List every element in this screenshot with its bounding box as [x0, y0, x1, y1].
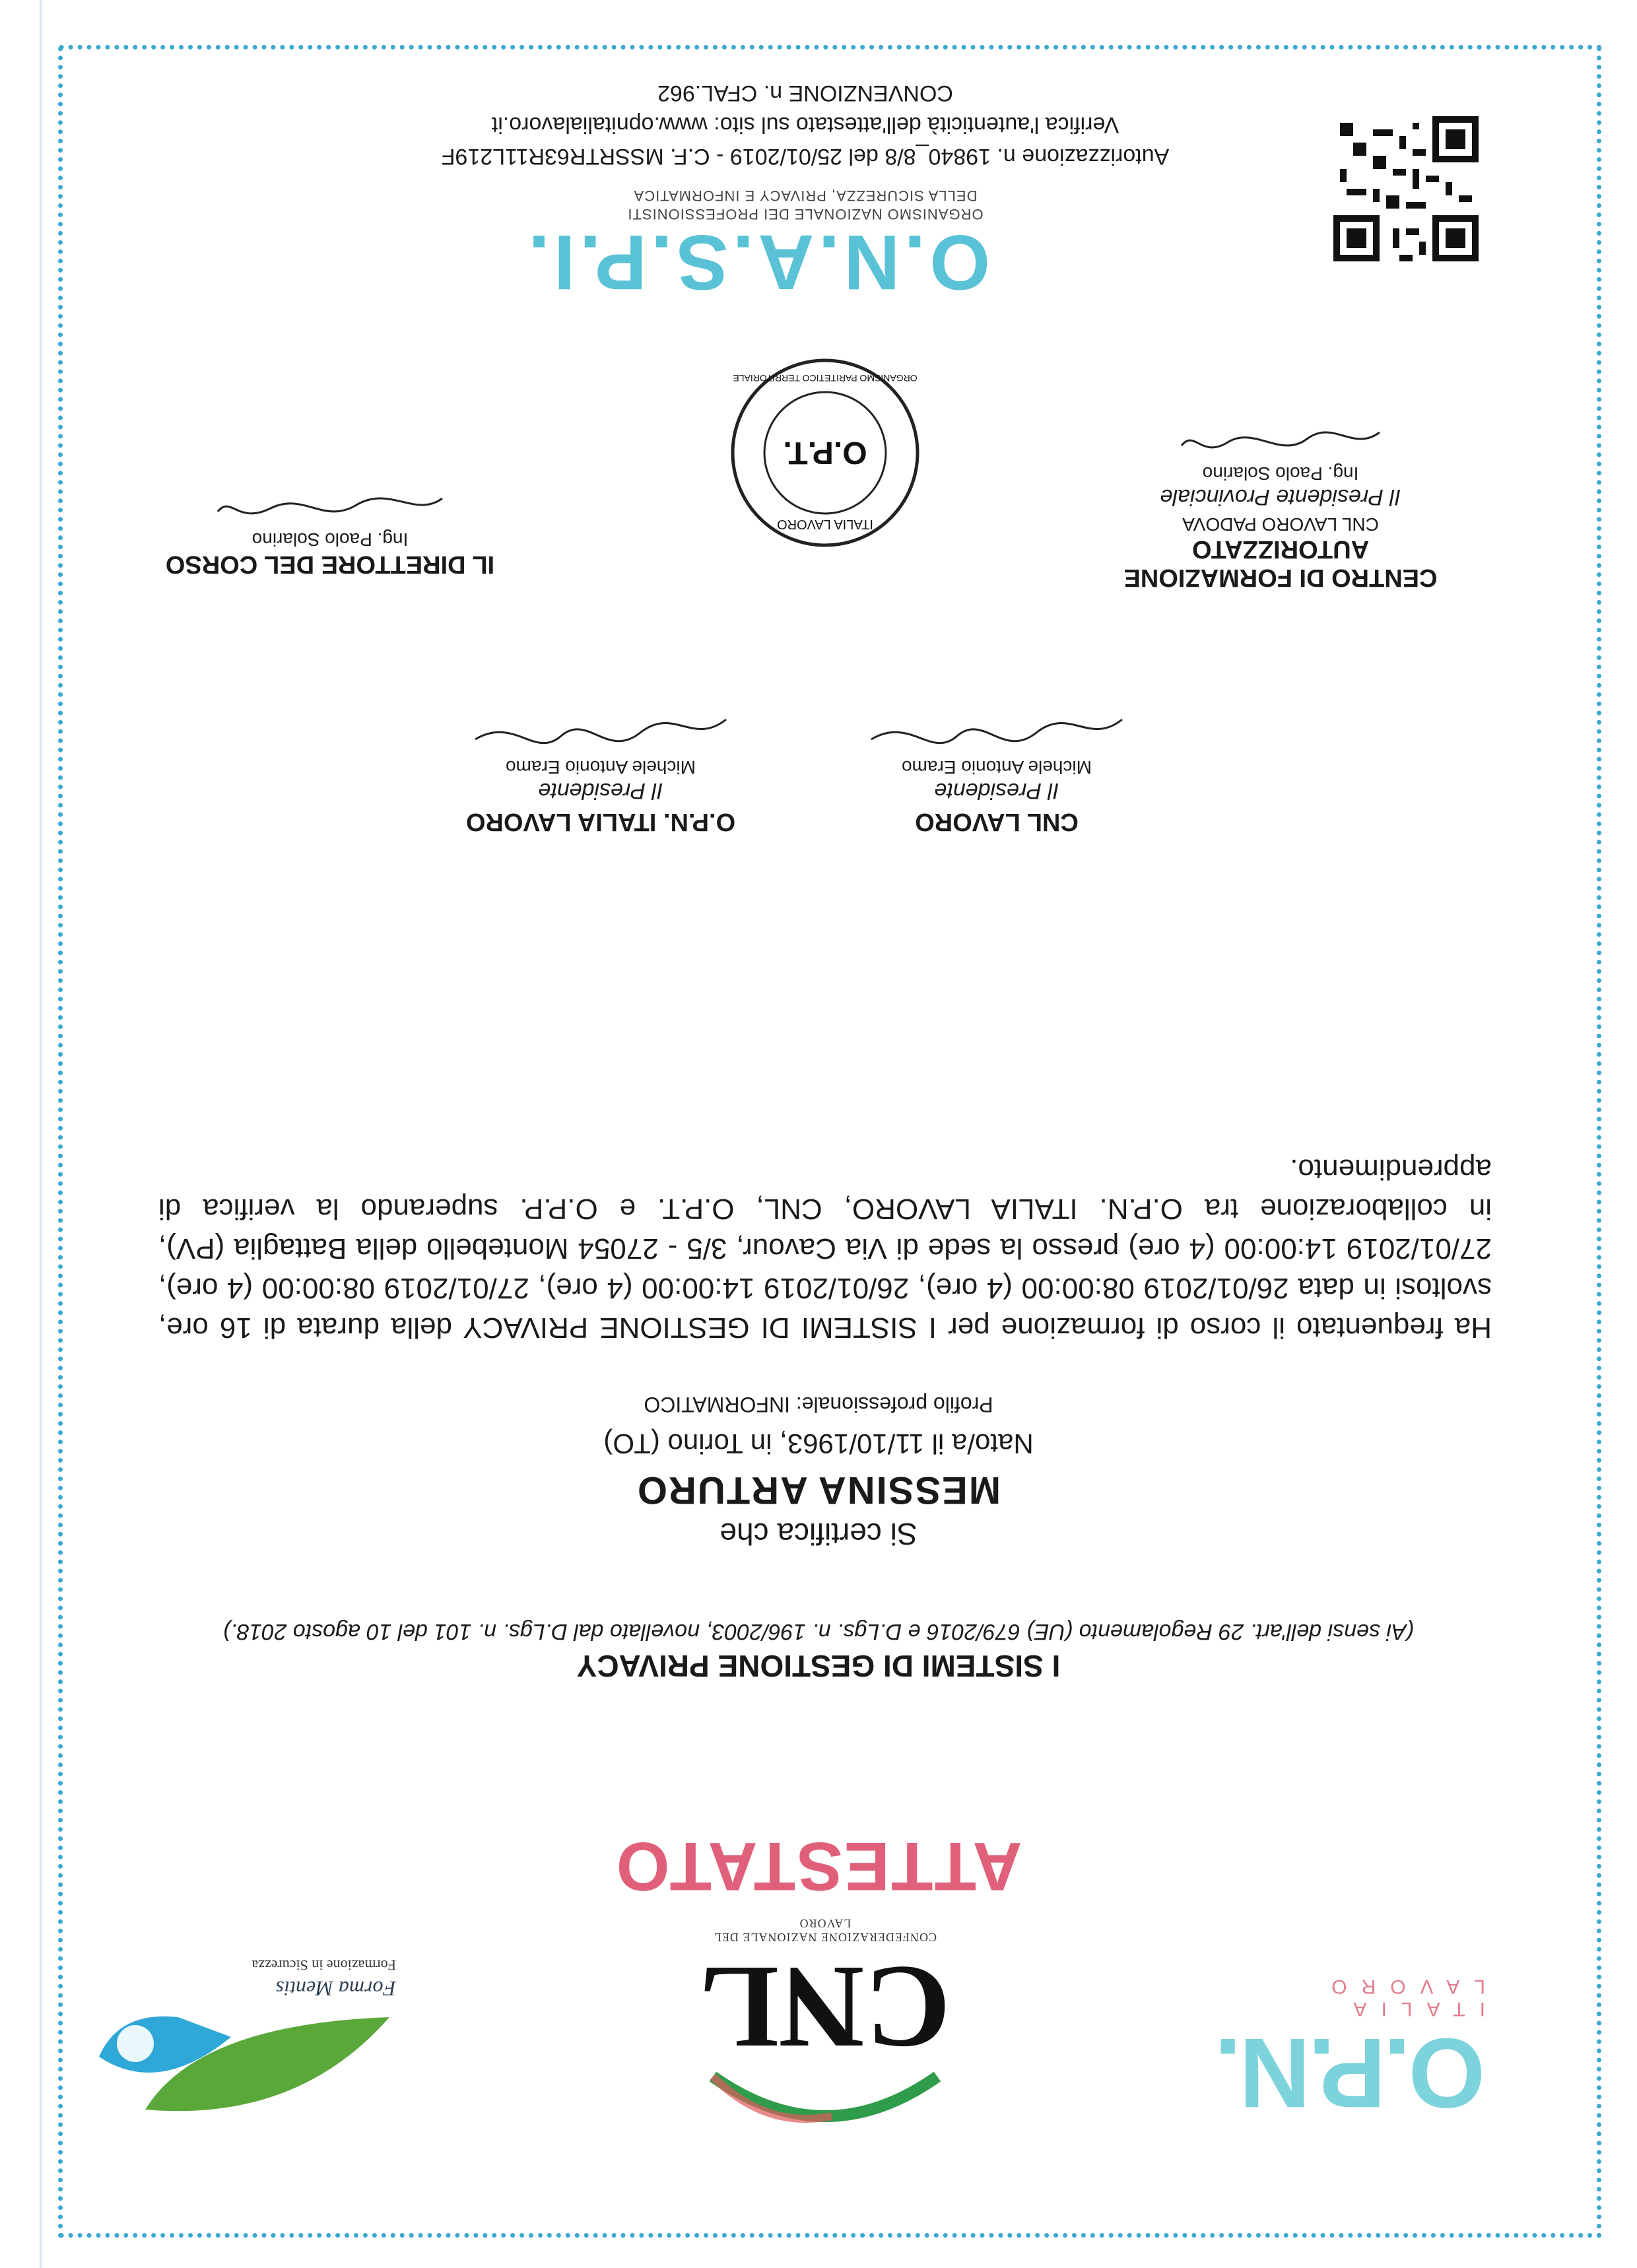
participant-birth: Nato/a il 11/10/1963, in Torino (TO): [603, 1428, 1034, 1459]
signature-role: Il Presidente: [538, 778, 663, 803]
certifies-text: Si certifica che: [719, 1517, 918, 1551]
signature-name: Ing. Paolo Solarino: [251, 529, 409, 550]
qr-code-icon[interactable]: [1333, 116, 1479, 261]
convention-line: CONVENZIONE n. CFAL.962: [657, 81, 953, 106]
signature-role: Il Presidente Provinciale: [1160, 484, 1401, 510]
signature-org: CNL LAVORO: [915, 808, 1079, 836]
onaspi-sub1: ORGANISMO NAZIONALE DEI PROFESSIONISTI: [627, 206, 984, 222]
participant-profile: Profilo professionale: INFORMATICO: [644, 1393, 993, 1417]
cnl-logo: [686, 1917, 964, 2143]
onaspi-letters: O.N.A.S.P.I.: [524, 218, 990, 306]
forma-mentis-logo: [92, 1945, 396, 2136]
handwritten-signature: [865, 700, 1129, 752]
signature-cnl: [812, 694, 1182, 836]
onaspi-sub2: DELLA SICUREZZA, PRIVACY E INFORMATICA: [633, 187, 978, 204]
participant-name: MESSINA ARTURO: [636, 1469, 1001, 1512]
authorization-line: Autorizzazione n. 19840_8/8 del 25/01/2019 - C.F. MSSRTR63R11L219F: [441, 144, 1170, 169]
leaf-icon: [92, 2004, 396, 2136]
forma-mentis-name: Forma Mentis: [275, 1977, 396, 2001]
verification-line: Verifica l'autenticità dell'attestato sul sito: www.opnitalialavoro.it: [491, 112, 1119, 137]
cnl-logo-tagline: CONFEDERAZIONE NAZIONALE DEL LAVORO: [714, 1917, 937, 1944]
opn-logo-tagline: ITALIA LAVORO: [1317, 1976, 1485, 2020]
signature-org: IL DIRETTORE DEL CORSO: [165, 550, 495, 578]
stamp-ring-bottom: ORGANISMO PARITETICO TERRITORIALE: [733, 373, 918, 384]
cnl-logo-letters: CNL: [699, 1942, 951, 2073]
signature-role: Il Presidente: [934, 778, 1059, 803]
signature-org-line2: AUTORIZZATO: [1191, 535, 1370, 563]
stamp-ring-top: ITALIA LAVORO: [777, 517, 873, 531]
course-description: Ha frequentato il corso di formazione per I SISTEMI DI GESTIONE PRIVACY della durata di 16 ore, svoltosi in data 26/01/2019 08:00:00 (4 ore), 26/01/2019 14:00:00 (4 ore), 27/01/2019 08:00:00 (4 ore), 27/01/2019 14:00:00 (4 ore) presso la sede di Via Cavour, 3/5 - 27054 Montebello della Battaglia (PV), in collaborazione tra O.P.N. ITALIA LAVORO, CNL, O.P.T. e O.P.P. superando la verifica di apprendimento.: [158, 1153, 1492, 1344]
signature-direttore: [145, 473, 515, 578]
opn-logo-letters: O.P.N.: [1217, 2018, 1485, 2129]
signature-centro-formazione: [1096, 407, 1465, 591]
signature-org-line3: CNL LAVORO PADOVA: [1182, 514, 1379, 535]
signature-org: O.P.N. ITALIA LAVORO: [465, 808, 736, 836]
signature-name: Michele Antonio Eramo: [506, 757, 696, 778]
legal-reference: (Ai sensi dell'art. 29 Regolamento (UE) 679/2016 e D.Lgs. n. 196/2003, novellato dal D.Lgs. n. 101 del 10 agosto 2018.): [223, 1619, 1414, 1644]
handwritten-signature: [1175, 413, 1386, 459]
handwritten-signature: [469, 700, 733, 752]
signature-name: Michele Antonio Eramo: [902, 757, 1092, 778]
stamp-seal-icon: [726, 354, 924, 552]
edge-line: [40, 0, 42, 2268]
signature-opn: [416, 694, 785, 836]
opt-stamp: [726, 354, 924, 552]
course-title: I SISTEMI DI GESTIONE PRIVACY: [576, 1649, 1061, 1683]
stamp-center: O.P.T.: [783, 435, 867, 470]
handwritten-signature: [211, 479, 449, 525]
authorization-block: [343, 77, 1267, 172]
signature-name: Ing. Paolo Solarino: [1202, 463, 1359, 484]
opn-logo: [1208, 1964, 1485, 2129]
cnl-arc-icon: [686, 2070, 964, 2143]
signature-org: CENTRO DI FORMAZIONE: [1123, 564, 1438, 591]
certificate-title: ATTESTATO: [615, 1828, 1022, 1904]
forma-mentis-tagline: Formazione in Sicurezza: [251, 1957, 396, 1974]
onaspi-logo: [524, 156, 990, 306]
